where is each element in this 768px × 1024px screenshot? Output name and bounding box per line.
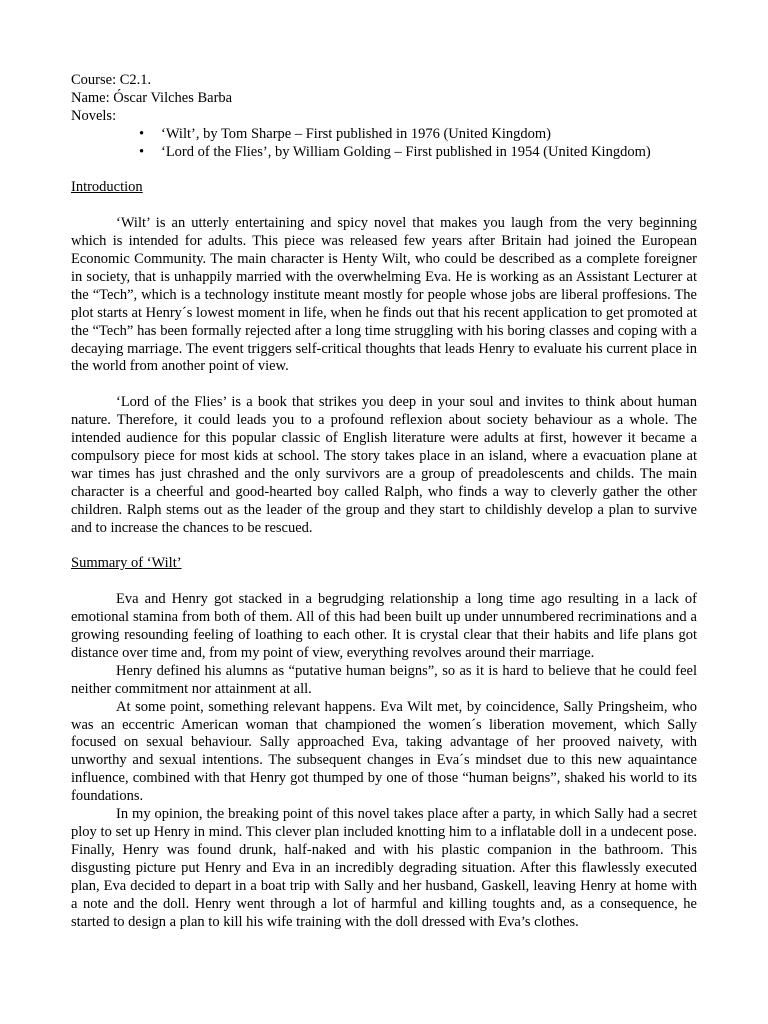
novel-item [139,144,697,162]
intro-paragraph: ‘Wilt’ is an utterly entertaining and spicy novel that makes you laugh from the very beginning which is intended for adults. This piece was released few years after Britain had joined the European Economic Community. The main character is Henty Wilt, who could be described as a complete foreigner in society, that is unhappily married with the overwhelming Eva. He is working as an Assistant Lecturer at the “Tech”, which is a technology institute meant mostly for people whose jobs are liberal proffesions. The plot starts at Henry´s lowest moment in life, when he finds out that his recent application to get promoted at the “Tech” has been formally rejected after a long time struggling with his boring classes and coping with a decaying marriage. The event triggers self-critical thoughts that leads Henry to evaluate his current place in the world from another point of view. [71,215,697,375]
novel-title: ‘Lord of the Flies’, by William Golding – First published in 1954 (United Kingdom) [161,143,651,160]
novel-item [139,126,697,144]
summary-paragraph: At some point, something relevant happens. Eva Wilt met, by coincidence, Sally Pringsheim, who was an eccentric American woman that championed the women´s liberation movement, which Sally focused on sexual behaviour. Sally approached Eva, taking advantage of her prooved naivety, with unworthy and sexual intentions. The subsequent changes in Eva´s mindset due to this new aquaintance influence, combined with that Henry got thumped by one of those “human beigns”, shaked his world to its foundations. [71,698,697,805]
intro-paragraph: ‘Lord of the Flies’ is a book that strikes you deep in your soul and invites to think about human nature. Therefore, it could leads you to a profound reflexion about society behaviour as a whole. The intended audience for this popular classic of English literature were adults at first, however it became a compulsory piece for most kids at school. The story takes place in an island, where a evacuation plane at war times has just chrashed and the only survivors are a group of preadolescents and childs. The main character is a cheerful and good-hearted boy called Ralph, who finds a way to cleverly gather the other children. Ralph stems out as the leader of the group and they start to childishly develop a plan to survive and to increase the chances to be rescued. [71,394,697,536]
course-line: Course: C2.1. [71,72,152,88]
spacer [71,197,697,215]
introduction-heading: Introduction [71,179,143,196]
spacer [71,538,697,556]
spacer [71,573,697,591]
novel-title: ‘Wilt’, by Tom Sharpe – First published in 1976 (United Kingdom) [161,125,552,142]
novels-list [71,126,697,162]
summary-heading: Summary of ‘Wilt’ [71,555,182,572]
bullet-icon: • [139,143,145,160]
summary-paragraph: Eva and Henry got stacked in a begrudging relationship a long time ago resulting in a lack of emotional stamina from both of them. All of this had been built up under unnumbered recriminations and a growing resounding feeling of loathing to each other. It is crystal clear that their habits and life plans got distance over time and, from my point of view, everything revolves around their marriage. [71,591,697,661]
spacer [71,162,697,180]
student-name-line: Name: Óscar Vilches Barba [71,89,233,106]
spacer [71,376,697,394]
document-page [71,72,697,931]
novels-label: Novels: [71,107,117,124]
summary-paragraph: Henry defined his alumns as “putative human beigns”, so as it is hard to believe that he could feel neither commitment nor attainment at all. [71,662,697,697]
summary-paragraph: In my opinion, the breaking point of this novel takes place after a party, in which Sally had a secret ploy to set up Henry in mind. This clever plan included knotting him to a inflatable doll in a undecent pose. Finally, Henry was found drunk, half-naked and with his plastic companion in the bathroom. This disgusting picture put Henry and Eva in an incredibly degrading situation. After this flawlessly executed plan, Eva decided to depart in a boat trip with Sally and her husband, Gaskell, leaving Henry at home with a note and the doll. Henry went through a lot of harmful and killing toughts and, as a consequence, he started to design a plan to kill his wife training with the doll dressed with Eva’s clothes. [71,806,697,930]
bullet-icon: • [139,125,145,142]
